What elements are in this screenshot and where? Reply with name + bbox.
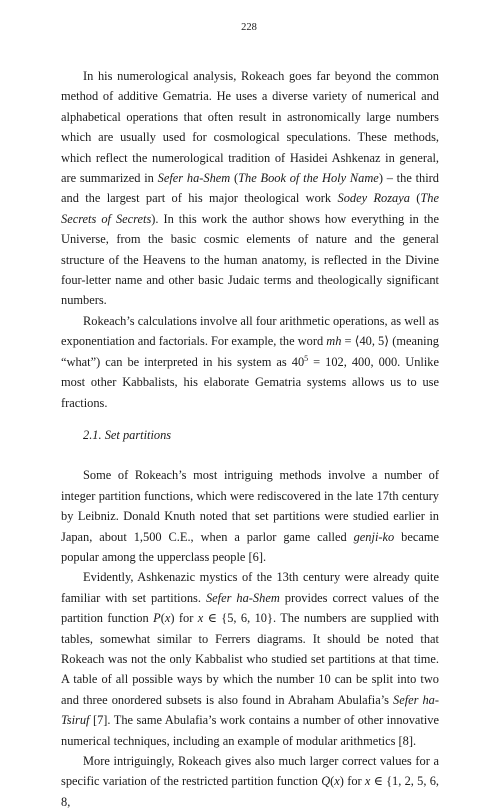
book-title-secrets: The Secrets of Secrets	[61, 191, 439, 226]
book-title-holy-name: The Book of the Holy Name	[238, 171, 379, 186]
book-title-sefer-ha-shem: Sefer ha-Shem	[205, 590, 280, 605]
text-run: for	[343, 774, 365, 789]
paragraph-calculations	[61, 311, 439, 413]
text-run: became popular among the upperclass people [6].	[61, 529, 439, 564]
math-set: ∈ {5, 6, 10}	[203, 611, 273, 626]
text-run: (meaning “what”) can be interpreted in his system as	[61, 334, 439, 369]
text-run: [7]. The same Abulafia’s work contains a number of other innovative numerical techniques, including an example of modular arithmetics [8].	[61, 713, 439, 748]
math-var-x: x	[364, 774, 371, 789]
body-text	[61, 66, 439, 812]
text-run: ). In this work the author shows how everything in the Universe, from the basic cosmic elements of nature and the general structure of the Heavens to the human anatomy, is reflected in the Divine four-letter name and other basic Judaic terms and theologically significant numbers.	[61, 211, 439, 308]
math-function-q: Q	[321, 774, 331, 789]
math-function-p: P	[153, 611, 161, 626]
math-paren: )	[339, 774, 344, 789]
book-title-sodey-rozaya: Sodey Rozaya	[337, 191, 410, 206]
paragraph-integer-partitions	[61, 465, 439, 567]
section-title: Set partitions	[104, 427, 172, 442]
paragraph-restricted-partition	[61, 751, 439, 812]
math-paren: (	[330, 774, 335, 789]
book-title-sefer-ha-tsiruf: Sefer ha-Tsiruf	[61, 692, 439, 728]
math-set: ∈ {1, 2, 5, 6, 8,	[61, 774, 439, 809]
text-run: for	[174, 611, 198, 626]
math-paren: (	[160, 611, 165, 626]
term-genji-ko: genji-ko	[353, 529, 395, 544]
text-run: provides correct values of the partition function	[61, 590, 439, 626]
text-run: ) – the third and the largest part of his major theological work	[61, 171, 439, 206]
section-heading	[83, 425, 439, 445]
text-run: (	[230, 171, 239, 186]
math-var-x: x	[164, 611, 171, 626]
text-run: . Unlike most other Kabbalists, his elaborate Gematria systems allows us to use fractions.	[61, 354, 439, 410]
math-paren: )	[170, 611, 175, 626]
paragraph-ashkenazic-mystics	[61, 567, 439, 751]
text-run: Some of Rokeach’s most intriguing methods involve a number of integer partition functions, which were rediscovered in the late 17th century by Leibniz. Donald Knuth noted that set partitions were studied earlier in Japan, about 1,500 C.E., when a parlor game called	[61, 468, 439, 544]
math-exponent: 5	[304, 353, 309, 363]
book-title-sefer-ha-shem: Sefer ha-Shem	[157, 171, 231, 186]
text-run: In his numerological analysis, Rokeach goes far beyond the common method of additive Gematria. He uses a diverse variety of numerical and alphabetical operations that often result in astronomically large numbers which are usually used for cosmological speculations. These methods, which reflect the numerological tradition of Hasidei Ashkenaz in general, are summarized in	[61, 69, 439, 186]
math-result: = 102, 400, 000	[308, 354, 398, 369]
math-var-x: x	[334, 774, 340, 789]
math-tuple: = ⟨40, 5⟩	[341, 334, 390, 349]
math-base: 40	[291, 354, 305, 369]
text-run: Rokeach’s calculations involve all four arithmetic operations, as well as exponentiation and factorials. For example, the word	[61, 313, 439, 349]
math-word-mh: mh	[326, 334, 342, 349]
paragraph-numerological-analysis	[61, 66, 439, 311]
text-run: Evidently, Ashkenazic mystics of the 13th century were already quite familiar with set partitions.	[61, 570, 439, 605]
text-run: . The numbers are supplied with tables, somewhat similar to Ferrers diagrams. It should be noted that Rokeach was not the only Kabbalist who studied set partitions at that time. A table of all possible ways by which the number 10 can be split into two and three onordered subsets is also found in Abraham Abulafia’s	[61, 611, 439, 707]
section-number: 2.1.	[83, 427, 102, 442]
math-var-x: x	[197, 611, 204, 626]
text-run: More intriguingly, Rokeach gives also much larger correct values for a specific variation of the restricted partition function	[61, 754, 439, 789]
page-number: 228	[241, 22, 257, 33]
text-run: (	[409, 191, 421, 206]
